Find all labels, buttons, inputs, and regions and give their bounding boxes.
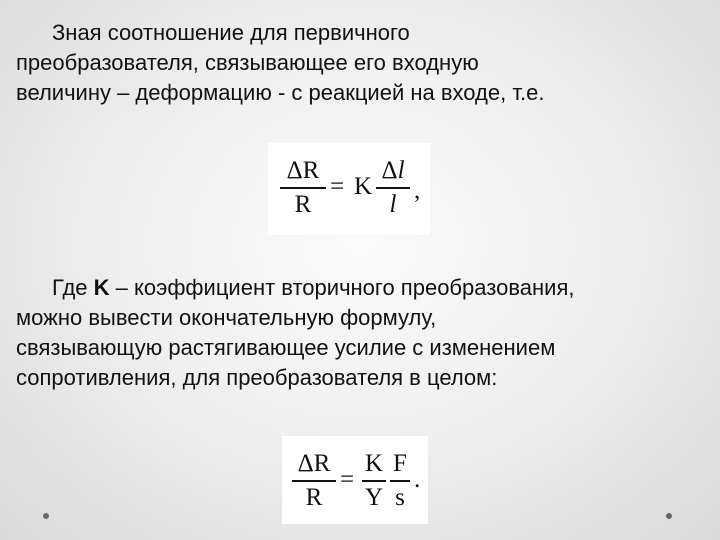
- formula1-lhs-denominator: R: [294, 191, 312, 218]
- formula2-lhs-numerator: ΔR: [297, 450, 331, 477]
- coef-line-2: можно вывести окончательную формулу,: [16, 305, 437, 330]
- intro-line-2: преобразователя, связывающее его входную: [16, 50, 479, 75]
- formula1-lhs-fraction: [280, 157, 326, 219]
- formula1-rhs-numerator: Δl: [381, 157, 405, 184]
- formula2-frac1-numerator: K: [364, 450, 384, 477]
- formula1-rhs-bar: [376, 187, 410, 189]
- coefficient-symbol: K: [93, 275, 110, 300]
- formula1-coefficient: K: [354, 173, 373, 200]
- formula2-lhs-fraction: [292, 450, 336, 512]
- formula-final: [282, 436, 428, 524]
- formula1-equals: =: [330, 173, 345, 200]
- left-slide-dot: [43, 513, 49, 519]
- intro-line-1: Зная соотношение для первичного: [52, 20, 410, 45]
- formula2-frac2: [390, 450, 410, 512]
- formula2-frac1: [362, 450, 386, 512]
- coefficient-paragraph: [16, 273, 706, 393]
- coef-line-1: Где K – коэффициент вторичного преобразования,: [52, 275, 575, 300]
- formula1-lhs-numerator: ΔR: [286, 157, 320, 184]
- intro-paragraph: [16, 18, 706, 108]
- formula1-comma: ,: [414, 177, 421, 204]
- formula2-frac1-bar: [362, 480, 386, 482]
- coef-line-4: сопротивления, для преобразователя в целом:: [16, 365, 498, 390]
- formula1-rhs-denominator: l: [389, 191, 397, 218]
- formula2-frac2-numerator: F: [393, 450, 407, 477]
- formula2-lhs-bar: [292, 480, 336, 482]
- formula2-equals: =: [340, 466, 355, 493]
- right-slide-dot: [666, 513, 672, 519]
- formula2-frac1-denominator: Y: [364, 484, 384, 511]
- formula2-frac2-bar: [390, 480, 410, 482]
- formula-deformation: [268, 143, 430, 235]
- formula1-rhs-fraction: [376, 157, 410, 219]
- intro-line-3: величину – деформацию - с реакцией на входе, т.е.: [16, 80, 545, 105]
- formula2-lhs-denominator: R: [305, 484, 323, 511]
- coef-line-3: связывающую растягивающее усилие с изменением: [16, 335, 556, 360]
- formula2-frac2-denominator: s: [395, 484, 405, 511]
- formula1-lhs-bar: [280, 187, 326, 189]
- formula2-period: .: [414, 466, 421, 493]
